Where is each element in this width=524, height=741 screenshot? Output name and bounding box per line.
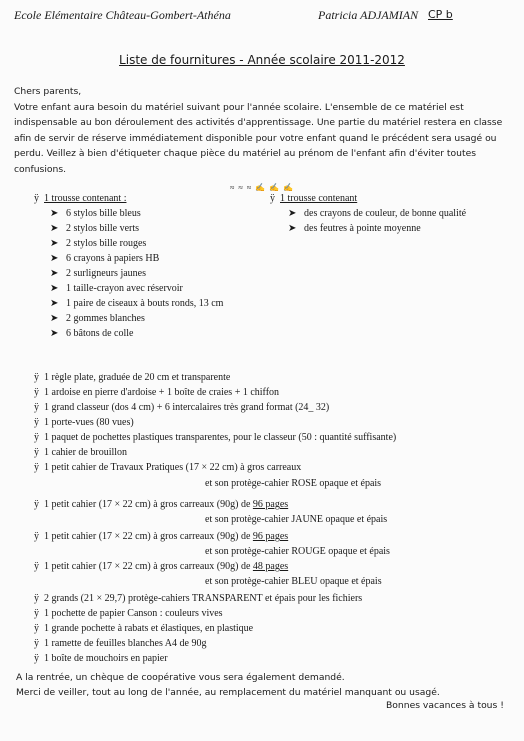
item-text: 1 paire de ciseaux à bouts ronds, 13 cm <box>66 298 224 309</box>
bullet-icon: ÿ <box>34 432 39 443</box>
arrow-icon: ➤ <box>50 268 59 279</box>
list-item <box>50 326 133 342</box>
right-kit-title-row <box>270 191 357 207</box>
supply-item <box>34 497 288 513</box>
intro-paragraph <box>14 84 510 177</box>
supply-item <box>34 529 288 545</box>
bullet-icon: ÿ <box>34 623 39 634</box>
item-text: 2 stylos bille verts <box>66 223 140 234</box>
list-item <box>50 206 141 222</box>
intro-line: Votre enfant aura besoin du matériel suivant pour l'année scolaire. L'ensemble de ce matériel est <box>14 101 464 113</box>
supply-item <box>34 636 206 652</box>
arrow-icon: ➤ <box>50 208 59 219</box>
greeting: Chers parents, <box>14 86 82 97</box>
bullet-icon: ÿ <box>34 387 39 398</box>
item-text: 1 ramette de feuilles blanches A4 de 90g <box>44 638 207 649</box>
list-item <box>288 206 466 222</box>
item-text: des crayons de couleur, de bonne qualité <box>304 208 467 219</box>
item-text: 6 bâtons de colle <box>66 328 134 339</box>
arrow-icon: ➤ <box>50 313 59 324</box>
left-kit-title: 1 trousse contenant : <box>44 193 127 204</box>
supply-item <box>34 651 168 667</box>
arrow-icon: ➤ <box>50 298 59 309</box>
item-text: 1 petit cahier (17 × 22 cm) à gros carreaux (90g) de <box>44 531 253 542</box>
item-text: 1 règle plate, graduée de 20 cm et transparente <box>44 372 231 383</box>
list-item <box>50 251 159 267</box>
arrow-icon: ➤ <box>50 238 59 249</box>
bullet-icon: ÿ <box>34 417 39 428</box>
supply-item <box>34 385 279 401</box>
teacher-name: Patricia ADJAMIAN <box>318 8 419 22</box>
supply-item <box>34 460 301 476</box>
item-text: 1 porte-vues (80 vues) <box>44 417 134 428</box>
list-item <box>50 311 145 327</box>
item-subline: et son protège-cahier ROSE opaque et épais <box>205 478 382 489</box>
decorative-separator: ≈ ≈ ≈ ✍ ✍ ✍ <box>230 183 295 192</box>
item-text: 2 gommes blanches <box>66 313 145 324</box>
bullet-icon: ÿ <box>34 402 39 413</box>
footer-notes <box>16 670 440 700</box>
supply-item <box>34 559 288 575</box>
item-text: 1 taille-crayon avec réservoir <box>66 283 183 294</box>
bullet-icon: ÿ <box>34 638 39 649</box>
supply-item <box>34 591 362 607</box>
item-subline: et son protège-cahier ROUGE opaque et épais <box>205 546 390 557</box>
bullet-icon: ÿ <box>34 593 39 604</box>
left-kit-title-row <box>34 191 126 207</box>
page-title: Liste de fournitures - Année scolaire 2011-2012 <box>119 53 405 67</box>
signoff: Bonnes vacances à tous ! <box>386 700 504 711</box>
supply-item <box>34 415 134 431</box>
item-text: 1 grand classeur (dos 4 cm) + 6 intercalaires très grand format (24_ 32) <box>44 402 330 413</box>
item-text: 2 stylos bille rouges <box>66 238 147 249</box>
arrow-icon: ➤ <box>288 208 297 219</box>
page-count: 96 pages <box>252 531 289 542</box>
bullet-icon: ÿ <box>270 193 275 204</box>
right-kit-title: 1 trousse contenant <box>280 193 358 204</box>
bullet-icon: ÿ <box>34 499 39 510</box>
bullet-icon: ÿ <box>34 447 39 458</box>
supply-item <box>34 430 396 446</box>
supply-item <box>34 370 230 386</box>
item-text: 1 paquet de pochettes plastiques transparentes, pour le classeur (50 : quantité suffisante) <box>44 432 397 443</box>
item-text: 1 grande pochette à rabats et élastiques, en plastique <box>44 623 254 634</box>
item-text: 6 stylos bille bleus <box>66 208 141 219</box>
item-text: 1 cahier de brouillon <box>44 447 128 458</box>
item-text: 1 petit cahier de Travaux Pratiques (17 × 22 cm) à gros carreaux <box>44 462 302 473</box>
bullet-icon: ÿ <box>34 653 39 664</box>
arrow-icon: ➤ <box>288 223 297 234</box>
intro-line: confusions. <box>14 163 67 175</box>
list-item <box>50 221 139 237</box>
supply-item <box>34 606 223 622</box>
item-text: 1 petit cahier (17 × 22 cm) à gros carreaux (90g) de <box>44 499 253 510</box>
item-subline: et son protège-cahier JAUNE opaque et épais <box>205 514 388 525</box>
bullet-icon: ÿ <box>34 193 39 204</box>
bullet-icon: ÿ <box>34 608 39 619</box>
item-text: 1 ardoise en pierre d'ardoise + 1 boîte de craies + 1 chiffon <box>44 387 280 398</box>
intro-line: afin de servir de réserve immédiatement disponible pour votre enfant quand le précédent sera usagé ou <box>14 132 497 144</box>
list-item <box>288 221 421 237</box>
list-item <box>50 296 223 312</box>
bullet-icon: ÿ <box>34 561 39 572</box>
item-text: 2 surligneurs jaunes <box>66 268 146 279</box>
item-text: 6 crayons à papiers HB <box>66 253 160 264</box>
item-subline: et son protège-cahier BLEU opaque et épais <box>205 576 382 587</box>
page-count: 96 pages <box>252 499 289 510</box>
school-name: Ecole Elémentaire Château-Gombert-Athéna <box>14 8 231 22</box>
item-text: 1 petit cahier (17 × 22 cm) à gros carreaux (90g) de <box>44 561 253 572</box>
item-text: des feutres à pointe moyenne <box>304 223 421 234</box>
arrow-icon: ➤ <box>50 223 59 234</box>
bullet-icon: ÿ <box>34 462 39 473</box>
list-item <box>50 281 183 297</box>
list-item <box>50 236 146 252</box>
supply-item <box>34 445 127 461</box>
footer-line: A la rentrée, un chèque de coopérative vous sera également demandé. <box>16 672 345 683</box>
class-label: CP b <box>428 8 453 21</box>
item-text: 2 grands (21 × 29,7) protège-cahiers TRANSPARENT et épais pour les fichiers <box>44 593 363 604</box>
intro-line: perdu. Veillez à bien d'étiqueter chaque pièce du matériel au prénom de l'enfant afin d'éviter toutes <box>14 148 477 159</box>
arrow-icon: ➤ <box>50 328 59 339</box>
bullet-icon: ÿ <box>34 372 39 383</box>
bullet-icon: ÿ <box>34 531 39 542</box>
arrow-icon: ➤ <box>50 253 59 264</box>
supply-item <box>34 621 253 637</box>
intro-line: indispensable au bon déroulement des activités d'apprentissage. Une partie du matériel restera en classe <box>14 117 503 128</box>
list-item <box>50 266 146 282</box>
item-text: 1 pochette de papier Canson : couleurs vives <box>44 608 223 619</box>
arrow-icon: ➤ <box>50 283 59 294</box>
footer-line: Merci de veiller, tout au long de l'année, au remplacement du matériel manquant ou usagé. <box>16 687 440 698</box>
item-text: 1 boîte de mouchoirs en papier <box>44 653 168 664</box>
supply-item <box>34 400 329 416</box>
page-count: 48 pages <box>252 561 289 572</box>
